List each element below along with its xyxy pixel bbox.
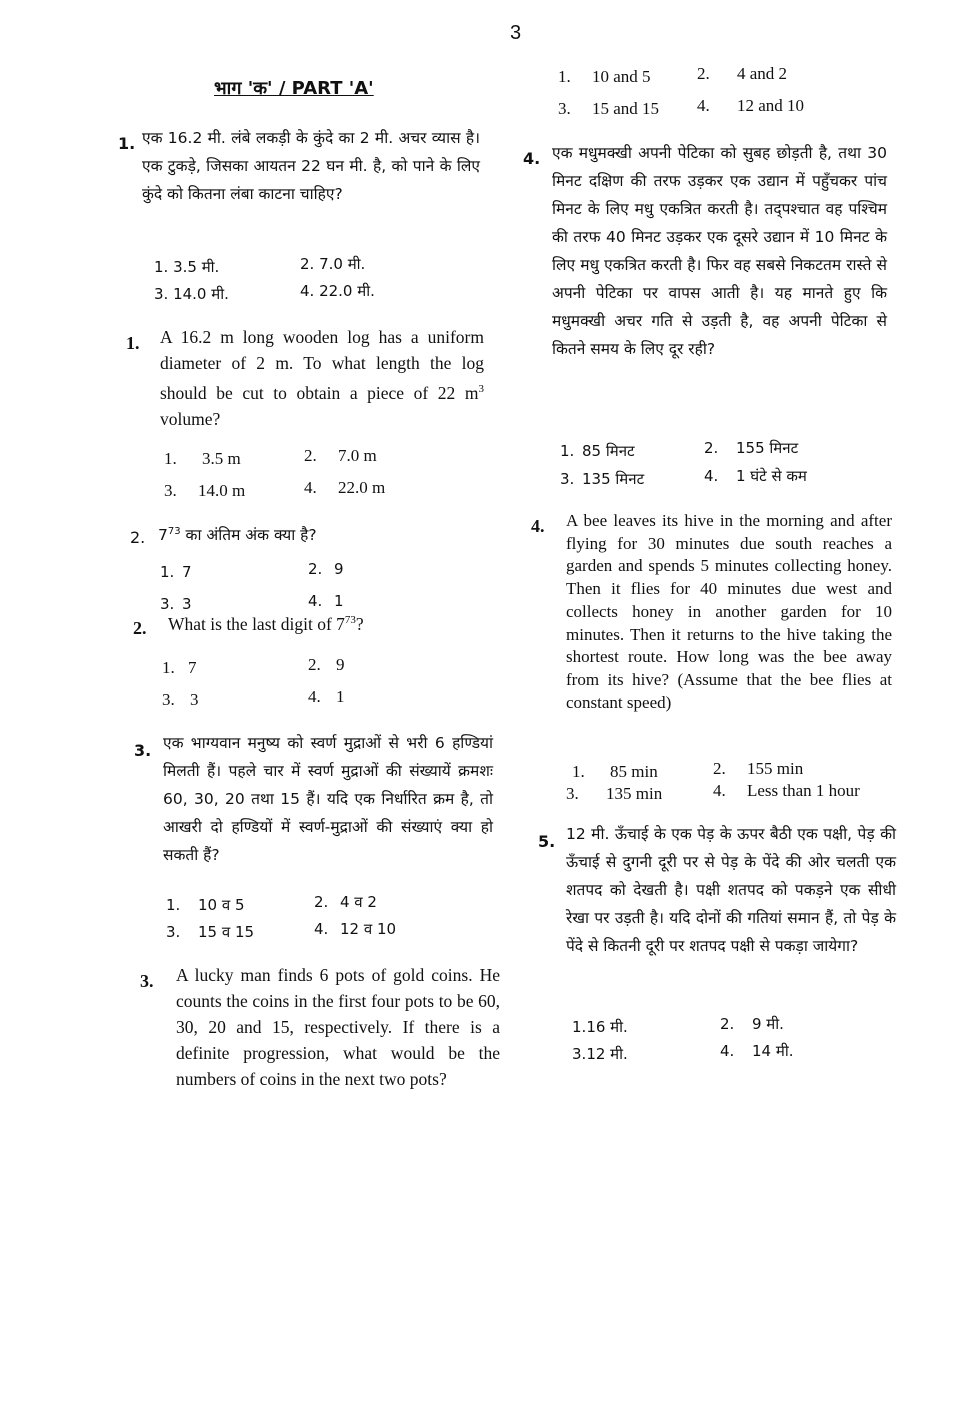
q3-hindi-option-3: 3. 15 व 15 bbox=[166, 923, 255, 941]
q1-hindi-option-2: 2. 7.0 मी. bbox=[300, 255, 366, 273]
q4-english-option-2: 2. 155 min bbox=[713, 759, 804, 778]
q2-hindi-number: 2. bbox=[130, 528, 146, 547]
cubic-superscript: 3 bbox=[478, 383, 484, 395]
q3-english-text: A lucky man finds 6 pots of gold coins. He counts the coins in the first four pots to be 60, 30, 20 and 15, respectively. If there is a definite progression, what would be the numbers of coins in the next two pots? bbox=[176, 965, 500, 1089]
q4-hindi-number: 4. bbox=[523, 149, 541, 168]
q1-hindi-option-1: 1. 3.5 मी. bbox=[154, 258, 220, 276]
q2-hindi-option-2: 2. 9 bbox=[308, 560, 344, 578]
q4-hindi-option-2: 2. 155 मिनट bbox=[704, 439, 799, 457]
q4-hindi-option-3: 3. 135 मिनट bbox=[560, 470, 645, 488]
q5-hindi-text: 12 मी. ऊँचाई के एक पेड़ के ऊपर बैठी एक पक्षी, पेड़ की ऊँचाई से दुगनी दूरी पर से पेड़ के पेंदे की ओर चलती एक शतपद को देखती है। पक्षी शतपद को पकड़ने एक सीधी रेखा पर उड़ती है। यदि दोनों की गतियां समान हैं, तो पेड़ के पेंदे से कितनी दूरी पर शतपद पक्षी से पकड़ा जायेगा? bbox=[566, 825, 896, 955]
page-number: 3 bbox=[510, 22, 522, 44]
q4-english-option-4: 4. Less than 1 hour bbox=[713, 781, 860, 800]
q4-english-text: A bee leaves its hive in the morning and after flying for 30 minutes due south reaches a garden and spends 5 minutes collecting honey. Then it flies for 40 minutes due west and collects honey in another garden for 10 minutes. Then it returns to the hive taking the shortest route. How long was the bee away from its hive? (Assume that the bee flies at constant speed) bbox=[566, 511, 892, 712]
q3-hindi-option-2: 2. 4 व 2 bbox=[314, 893, 377, 911]
q3-english-number: 3. bbox=[140, 971, 154, 991]
q5-hindi-option-1: 1.16 मी. bbox=[572, 1018, 628, 1036]
q3-hindi-text: एक भाग्यवान मनुष्य को स्वर्ण मुद्राओं से भरी 6 हण्डियां मिलती हैं। पहले चार में स्वर्ण मुद्राओं की संख्यायें क्रमशः 60, 30, 20 तथा 15 हैं। यदि एक निर्धारित क्रम है, तो आखरी दो हण्डियों में स्वर्ण-मुद्राओं की संख्याएं क्या हो सकती हैं? bbox=[163, 734, 493, 864]
q4-english-option-1: 1. 85 min bbox=[572, 762, 658, 781]
q1-english-option-3: 3. 14.0 m bbox=[164, 481, 246, 500]
q5-hindi-option-3: 3.12 मी. bbox=[572, 1045, 628, 1063]
q1-english-option-1: 1. 3.5 m bbox=[164, 449, 241, 468]
q1-hindi-option-4: 4. 22.0 मी. bbox=[300, 282, 375, 300]
q3-hindi-option-4: 4. 12 व 10 bbox=[314, 920, 397, 938]
q1-english-option-2: 2. 7.0 m bbox=[304, 446, 377, 465]
q2-english-option-3: 3. 3 bbox=[162, 690, 199, 709]
q2-hindi-option-1: 1. 7 bbox=[160, 563, 192, 581]
q1-english-text: A 16.2 m long wooden log has a uniform diameter of 2 m. To what length the log should be cut to obtain a piece of 22 $m^3$ volume? bbox=[160, 327, 484, 429]
q2-english-option-4: 4. 1 bbox=[308, 687, 345, 706]
q4-hindi-option-1: 1. 85 मिनट bbox=[560, 442, 635, 460]
q4-hindi-text: एक मधुमक्खी अपनी पेटिका को सुबह छोड़ती है, तथा 30 मिनट दक्षिण की तरफ उड़कर एक उद्यान में पहुँचकर पांच मिनट के लिए मधु एकत्रित करती है। तद्पश्चात वह पश्चिम की तरफ 40 मिनट उड़कर एक दूसरे उद्यान में 10 मिनट के लिए मधु एकत्रित करती है। फिर वह सबसे निकटतम रास्ते से अपनी पेटिका पर वापस आती है। यह मानते हुए कि मधुमक्खी अचर गति से उड़ती है, वह अपनी पेटिका से कितने समय के लिए दूर रही? bbox=[552, 144, 887, 358]
q4-english-number: 4. bbox=[531, 516, 545, 536]
q2-english-number: 2. bbox=[133, 618, 147, 638]
q3-hindi-number: 3. bbox=[134, 741, 152, 760]
q1-hindi-text: एक 16.2 मी. लंबे लकड़ी के कुंदे का 2 मी. अचर व्यास है। एक टुकड़े, जिसका आयतन 22 घन मी. है, को पाने के लिए कुंदे को कितना लंबा काटना चाहिए? bbox=[142, 129, 480, 203]
q1-hindi-option-3: 3. 14.0 मी. bbox=[154, 285, 229, 303]
q3-english-option-3: 3. 15 and 15 bbox=[558, 99, 660, 118]
q5-hindi-option-2: 2. 9 मी. bbox=[720, 1015, 784, 1033]
q3-english-option-1: 1. 10 and 5 bbox=[558, 67, 651, 86]
q2-hindi-text: $7^{73}$ का अंतिम अंक क्या है? bbox=[158, 525, 317, 544]
q5-hindi-number: 5. bbox=[538, 832, 556, 851]
q2-english-option-2: 2. 9 bbox=[308, 655, 345, 674]
q2-english-option-1: 1. 7 bbox=[162, 658, 197, 677]
q3-english-option-4: 4. 12 and 10 bbox=[697, 96, 805, 115]
q1-english-option-4: 4. 22.0 m bbox=[304, 478, 386, 497]
q1-english-number: 1. bbox=[126, 333, 140, 353]
q2-hindi-option-4: 4. 1 bbox=[308, 592, 344, 610]
q1-hindi-number: 1. bbox=[118, 134, 136, 153]
q4-english-option-3: 3. 135 min bbox=[566, 784, 663, 803]
q2-english-text: What is the last digit of $7^{73}$? bbox=[168, 614, 364, 634]
q4-hindi-option-4: 4. 1 घंटे से कम bbox=[704, 467, 807, 485]
part-heading: भाग 'क' / PART 'A' bbox=[214, 78, 374, 99]
q5-hindi-option-4: 4. 14 मी. bbox=[720, 1042, 794, 1060]
q2-hindi-option-3: 3. 3 bbox=[160, 595, 192, 613]
q3-hindi-option-1: 1. 10 व 5 bbox=[166, 896, 245, 914]
q3-english-option-2: 2. 4 and 2 bbox=[697, 64, 788, 83]
